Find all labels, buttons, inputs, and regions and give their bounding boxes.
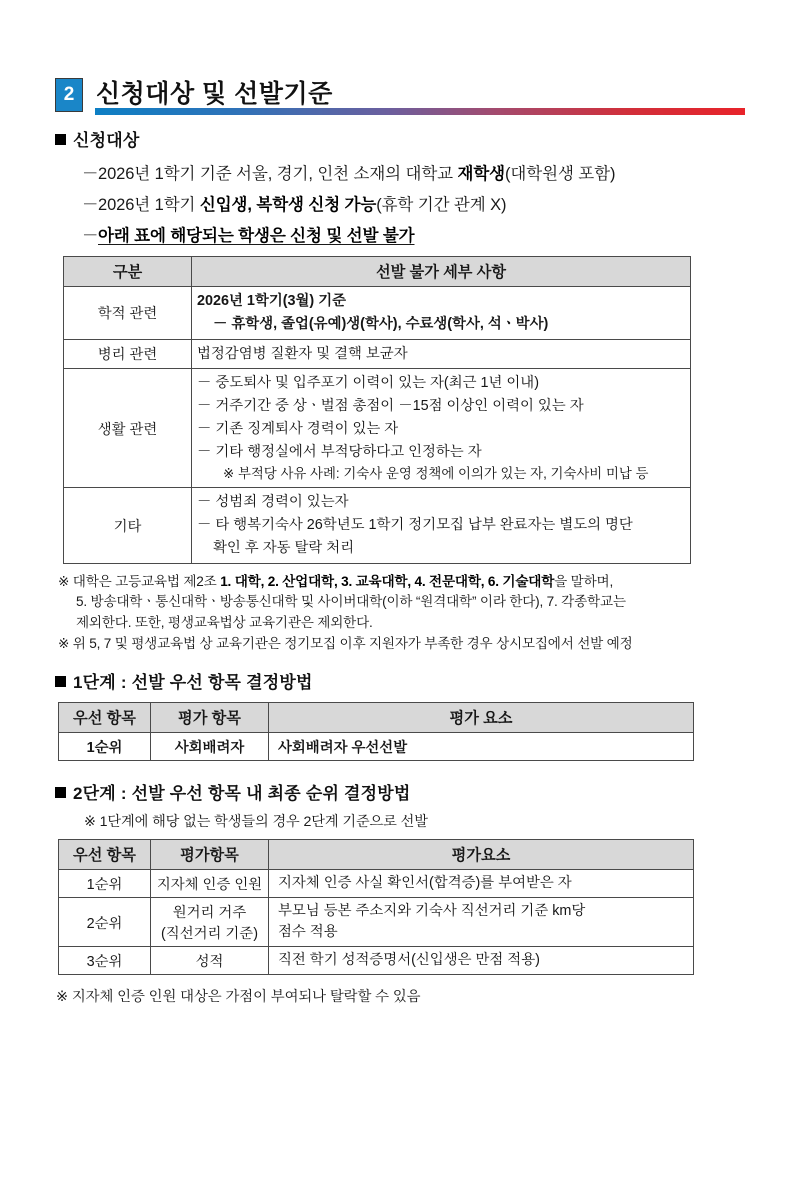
cell-line: 성적 [195,954,224,971]
table-row [64,339,691,369]
cell-line: 직전 학기 성적증명서(신입생은 만점 적용) [278,952,540,969]
plain-text: ※ 위 5, 7 및 평생교육법 상 교육기관은 정기모집 이후 지원자가 부족한 경우 상시모집에서 선발 예정 [58,635,633,651]
page-title: 신청대상 및 선발기준 [96,80,333,108]
cell-item [151,898,269,947]
table-row [59,733,694,761]
table-row [64,488,691,563]
square-bullet-icon [55,787,66,798]
list-item-text [98,165,615,183]
emphasis-text: 1. 대학, 2. 산업대학, 3. 교육대학, 4. 전문대학, 6. 기술대학 [220,573,555,589]
footnote-line [58,634,738,655]
list-item [82,222,790,246]
dash-bullet-icon: － [82,165,99,183]
stage2-table [58,839,694,975]
detail-line: － 성범죄 경력이 있는자 [197,494,349,511]
cell-rank: 1순위 [59,733,151,761]
cell-item: 사회배려자 [151,733,269,761]
cell-rank: 2순위 [59,898,151,947]
heading-stage2-label: 2단계 : 선발 우선 항목 내 최종 순위 결정방법 [73,784,411,804]
stage2-tail-note: ※ 지자체 인증 인원 대상은 가점이 부여되나 탈락할 수 있음 [56,989,421,1006]
document-page [0,76,790,1196]
footnote-line [58,592,738,613]
square-bullet-icon [55,676,66,687]
cell-line: 부모님 등본 주소지와 기숙사 직선거리 기준 km당 [278,903,586,920]
emphasis-text: 재학생 [457,165,506,183]
emphasis-text: 신입생, 복학생 신청 가능 [199,196,377,214]
plain-text: 2026년 1학기 기준 서울, 경기, 인천 소재의 대학교 [98,165,458,183]
stage1-table [58,702,694,761]
cell-rank: 1순위 [59,870,151,898]
cell-line: 지자체 인증 인원 [156,877,263,894]
dash-bullet-icon: － [82,227,99,245]
column-header: 구분 [64,257,192,287]
heading-applicants-label: 신청대상 [73,131,140,150]
detail-line: ※ 부적당 사유 사례: 기숙사 운영 정책에 이의가 있는 자, 기숙사비 미납 등 [223,466,649,482]
plain-text: (대학원생 포함) [505,165,616,183]
square-bullet-icon [55,134,66,145]
table-row [59,947,694,975]
plain-text: 2026년 1학기 [98,196,200,214]
list-item [82,191,790,215]
disqualification-table [63,256,691,564]
detail-line: － 휴학생, 졸업(유예)생(학사), 수료생(학사, 석ㆍ박사) [213,315,549,332]
detail-line: － 중도퇴사 및 입주포기 이력이 있는 자(최근 1년 이내) [197,375,539,392]
cell-line: 원거리 거주 [172,905,247,922]
table-row [59,898,694,947]
column-header: 평가 요소 [269,703,694,733]
row-label: 병리 관련 [64,339,192,369]
emphasis-text: 아래 표에 해당되는 학생은 신청 및 선발 불가 [98,227,415,245]
heading-applicants [55,126,790,151]
heading-stage1-label: 1단계 : 선발 우선 항목 결정방법 [73,673,313,693]
section-header [0,76,790,126]
table-row [59,870,694,898]
plain-text: 5. 방송대학ㆍ통신대학ㆍ방송통신대학 및 사이버대학(이하 “원격대학” 이라 한다), 7. 각종학교는 [76,594,626,610]
plain-text: 제외한다. 또한, 평생교육법상 교육기관은 제외한다. [76,614,373,630]
list-item-text [98,227,415,245]
gradient-divider [95,108,745,115]
table-row [64,287,691,340]
column-header: 평가항목 [151,840,269,870]
detail-line: － 기타 행정실에서 부적당하다고 인정하는 자 [197,443,482,460]
cell-element: 사회배려자 우선선발 [269,733,694,761]
plain-text: 을 말하며, [554,573,614,589]
cell-rank: 3순위 [59,947,151,975]
column-header: 우선 항목 [59,703,151,733]
cell-item [151,870,269,898]
plain-text: ※ 대학은 고등교육법 제2조 [58,573,221,589]
row-detail [192,287,691,340]
column-header: 우선 항목 [59,840,151,870]
footnote-line [58,613,738,634]
row-label: 학적 관련 [64,287,192,340]
detail-line: － 타 행복기숙사 26학년도 1학기 정기모집 납부 완료자는 별도의 명단 [197,517,633,534]
detail-line: 법정감염병 질환자 및 결핵 보균자 [197,345,408,362]
applicant-bullet-list [0,160,790,246]
stage2-note: ※ 1단계에 해당 없는 학생들의 경우 2단계 기준으로 선발 [84,814,428,831]
table-header-row [59,703,694,733]
column-header: 평가 항목 [151,703,269,733]
table-header-row [59,840,694,870]
cell-line: (직선거리 기준) [161,926,258,943]
detail-line: 2026년 1학기(3월) 기준 [197,293,347,309]
cell-element [269,947,694,975]
row-label: 기타 [64,488,192,563]
row-detail [192,488,691,563]
row-detail [192,369,691,488]
cell-element [269,870,694,898]
cell-line: 지자체 인증 사실 확인서(합격증)를 부여받은 자 [278,875,572,892]
heading-stage1 [55,668,790,693]
table-header-row [64,257,691,287]
row-label: 생활 관련 [64,369,192,488]
column-header: 평가요소 [269,840,694,870]
dash-bullet-icon: － [82,196,99,214]
plain-text: (휴학 기간 관계 X) [376,196,507,214]
list-item-text [98,196,506,214]
heading-stage2 [55,779,790,804]
detail-line: － 기존 징계퇴사 경력이 있는 자 [197,420,399,437]
cell-item [151,947,269,975]
cell-element [269,898,694,947]
section-number-badge: 2 [55,78,83,112]
list-item [82,160,790,184]
table-row [64,369,691,488]
row-detail [192,339,691,369]
university-footnotes [58,572,738,655]
column-header: 선발 불가 세부 사항 [192,257,691,287]
detail-line: 확인 후 자동 탈락 처리 [213,539,355,556]
cell-line: 점수 적용 [278,924,338,941]
detail-line: － 거주기간 중 상ㆍ벌점 총점이 －15점 이상인 이력이 있는 자 [197,398,584,414]
footnote-line [58,572,738,593]
